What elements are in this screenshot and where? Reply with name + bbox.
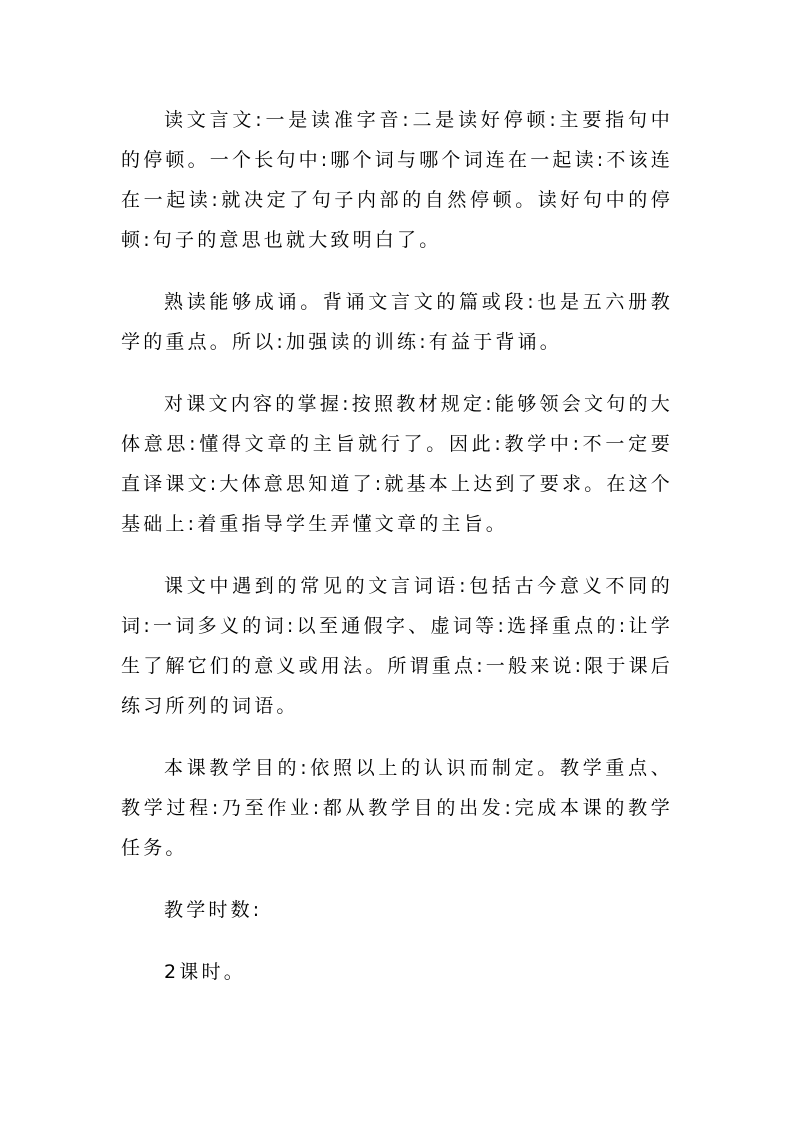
paragraph-content-mastery: 对课文内容的掌握:按照教材规定:能够领会文句的大体意思:懂得文章的主旨就行了。因此:教学中:不一定要直译课文:大体意思知道了:就基本上达到了要求。在这个基础上:着重指导学生弄懂文章的主旨。 bbox=[121, 393, 674, 535]
paragraph-recitation: 熟读能够成诵。背诵文言文的篇或段:也是五六册教学的重点。所以:加强读的训练:有益于背诵。 bbox=[121, 291, 673, 353]
paragraph-teaching-objectives: 本课教学目的:依照以上的认识而制定。教学重点、教学过程:乃至作业:都从教学目的出发:完成本课的教学任务。 bbox=[121, 757, 673, 859]
paragraph-reading-classical-text: 读文言文:一是读准字音:二是读好停顿:主要指句中的停顿。一个长句中:哪个词与哪个词连在一起读:不该连在一起读:就决定了句子内部的自然停顿。读好句中的停顿:句子的意思也就大致明白了。 bbox=[121, 109, 674, 251]
document-body bbox=[121, 100, 673, 1014]
paragraph-teaching-hours-label: 教学时数: bbox=[164, 899, 263, 921]
paragraph-classical-words: 课文中遇到的常见的文言词语:包括古今意义不同的词:一词多义的词:以至通假字、虚词等:选择重点的:让学生了解它们的意义或用法。所谓重点:一般来说:限于课后练习所列的词语。 bbox=[121, 575, 674, 717]
paragraph-teaching-hours-value: 2课时。 bbox=[164, 961, 246, 983]
